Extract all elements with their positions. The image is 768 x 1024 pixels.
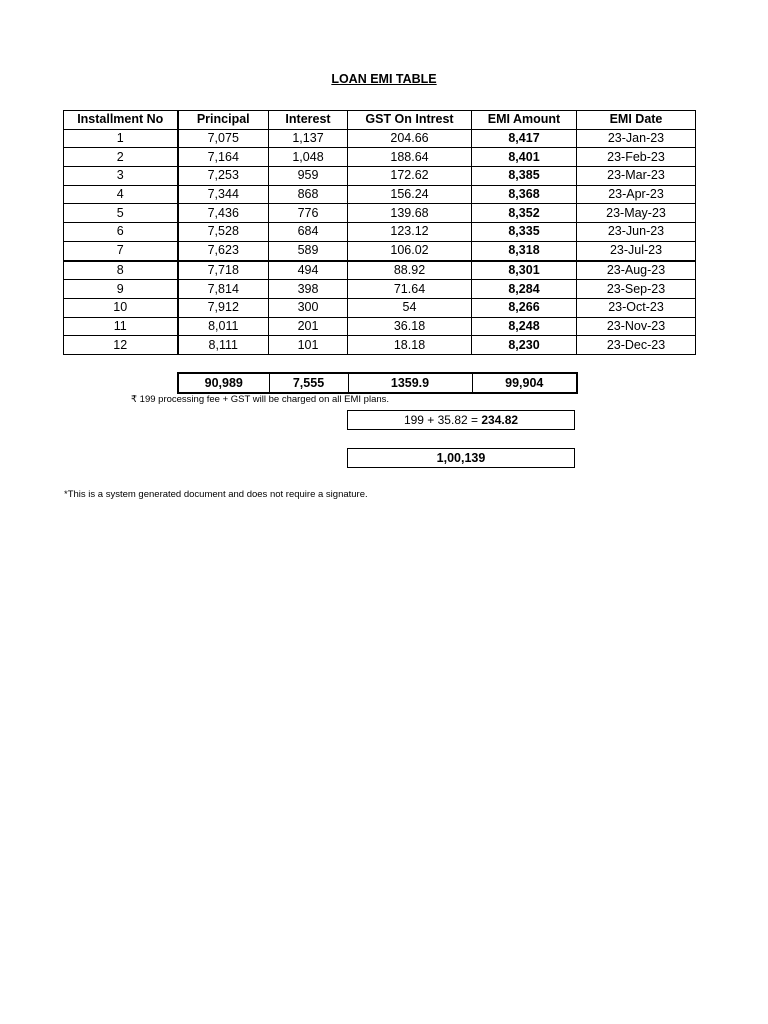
cell-principal: 8,111 <box>178 336 269 355</box>
cell-emi-date: 23-Jan-23 <box>577 129 696 148</box>
cell-gst: 88.92 <box>348 261 472 280</box>
cell-principal: 7,718 <box>178 261 269 280</box>
table-header-row <box>64 111 696 130</box>
cell-gst: 106.02 <box>348 241 472 260</box>
table-row <box>64 129 696 148</box>
totals-row <box>178 373 577 393</box>
table-row <box>64 204 696 223</box>
processing-fee-note: ₹ 199 processing fee + GST will be charged on all EMI plans. <box>131 394 390 405</box>
cell-principal: 7,912 <box>178 298 269 317</box>
cell-gst: 36.18 <box>348 317 472 336</box>
header-gst: GST On Intrest <box>348 111 472 130</box>
header-interest: Interest <box>269 111 348 130</box>
cell-interest: 398 <box>269 280 348 299</box>
cell-principal: 7,623 <box>178 241 269 260</box>
cell-emi-amount: 8,368 <box>472 185 577 204</box>
cell-installment-no: 2 <box>64 148 178 167</box>
cell-interest: 684 <box>269 223 348 242</box>
cell-emi-date: 23-Jul-23 <box>577 241 696 260</box>
cell-installment-no: 4 <box>64 185 178 204</box>
table-row <box>64 261 696 280</box>
header-emi-amount: EMI Amount <box>472 111 577 130</box>
cell-emi-amount: 8,301 <box>472 261 577 280</box>
table-row <box>64 148 696 167</box>
table-row <box>64 223 696 242</box>
header-principal: Principal <box>178 111 269 130</box>
cell-gst: 123.12 <box>348 223 472 242</box>
table-row <box>64 241 696 260</box>
cell-emi-date: 23-May-23 <box>577 204 696 223</box>
cell-installment-no: 3 <box>64 167 178 186</box>
cell-installment-no: 9 <box>64 280 178 299</box>
cell-emi-date: 23-Nov-23 <box>577 317 696 336</box>
cell-gst: 71.64 <box>348 280 472 299</box>
emi-table <box>63 110 696 355</box>
processing-fee-box <box>347 410 575 430</box>
document-title: LOAN EMI TABLE <box>331 72 437 86</box>
cell-interest: 589 <box>269 241 348 260</box>
cell-interest: 201 <box>269 317 348 336</box>
processing-fee-result: 234.82 <box>481 413 519 427</box>
processing-fee-expression: 199 + 35.82 = <box>403 413 482 427</box>
table-row <box>64 280 696 299</box>
cell-interest: 494 <box>269 261 348 280</box>
cell-emi-date: 23-Oct-23 <box>577 298 696 317</box>
cell-principal: 7,253 <box>178 167 269 186</box>
footnote: *This is a system generated document and does not require a signature. <box>64 489 368 500</box>
cell-installment-no: 11 <box>64 317 178 336</box>
table-row <box>64 317 696 336</box>
table-row <box>64 185 696 204</box>
cell-installment-no: 5 <box>64 204 178 223</box>
cell-installment-no: 12 <box>64 336 178 355</box>
cell-gst: 188.64 <box>348 148 472 167</box>
cell-emi-amount: 8,284 <box>472 280 577 299</box>
total-emi-amount: 99,904 <box>472 373 577 393</box>
emi-table-body <box>64 129 696 354</box>
cell-installment-no: 10 <box>64 298 178 317</box>
cell-interest: 959 <box>269 167 348 186</box>
cell-gst: 204.66 <box>348 129 472 148</box>
table-row <box>64 336 696 355</box>
grand-total-box: 1,00,139 <box>347 448 575 468</box>
cell-emi-amount: 8,248 <box>472 317 577 336</box>
cell-installment-no: 6 <box>64 223 178 242</box>
cell-emi-date: 23-Feb-23 <box>577 148 696 167</box>
cell-gst: 156.24 <box>348 185 472 204</box>
cell-emi-amount: 8,417 <box>472 129 577 148</box>
cell-emi-amount: 8,230 <box>472 336 577 355</box>
cell-emi-amount: 8,401 <box>472 148 577 167</box>
cell-interest: 1,048 <box>269 148 348 167</box>
cell-interest: 776 <box>269 204 348 223</box>
cell-gst: 18.18 <box>348 336 472 355</box>
table-row <box>64 298 696 317</box>
cell-interest: 1,137 <box>269 129 348 148</box>
total-interest: 7,555 <box>269 373 348 393</box>
cell-installment-no: 1 <box>64 129 178 148</box>
cell-principal: 7,164 <box>178 148 269 167</box>
header-emi-date: EMI Date <box>577 111 696 130</box>
table-row <box>64 167 696 186</box>
cell-principal: 8,011 <box>178 317 269 336</box>
cell-emi-date: 23-Dec-23 <box>577 336 696 355</box>
cell-emi-date: 23-Mar-23 <box>577 167 696 186</box>
cell-interest: 868 <box>269 185 348 204</box>
cell-installment-no: 7 <box>64 241 178 260</box>
cell-emi-date: 23-Jun-23 <box>577 223 696 242</box>
cell-installment-no: 8 <box>64 261 178 280</box>
cell-gst: 172.62 <box>348 167 472 186</box>
cell-principal: 7,344 <box>178 185 269 204</box>
cell-principal: 7,436 <box>178 204 269 223</box>
cell-emi-date: 23-Sep-23 <box>577 280 696 299</box>
cell-emi-amount: 8,266 <box>472 298 577 317</box>
cell-emi-amount: 8,352 <box>472 204 577 223</box>
total-principal: 90,989 <box>178 373 269 393</box>
cell-principal: 7,814 <box>178 280 269 299</box>
cell-emi-date: 23-Aug-23 <box>577 261 696 280</box>
cell-interest: 300 <box>269 298 348 317</box>
totals-table <box>177 372 578 394</box>
cell-principal: 7,528 <box>178 223 269 242</box>
cell-gst: 139.68 <box>348 204 472 223</box>
cell-principal: 7,075 <box>178 129 269 148</box>
total-gst: 1359.9 <box>348 373 472 393</box>
cell-emi-amount: 8,318 <box>472 241 577 260</box>
cell-emi-amount: 8,335 <box>472 223 577 242</box>
cell-emi-date: 23-Apr-23 <box>577 185 696 204</box>
cell-interest: 101 <box>269 336 348 355</box>
cell-gst: 54 <box>348 298 472 317</box>
header-installment-no: Installment No <box>64 111 178 130</box>
cell-emi-amount: 8,385 <box>472 167 577 186</box>
